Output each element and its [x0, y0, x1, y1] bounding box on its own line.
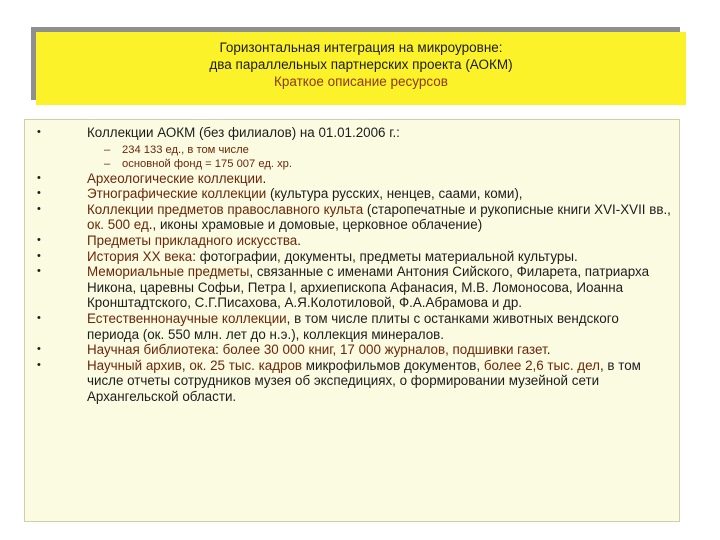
- title-banner: [36, 32, 686, 105]
- highlight-text: Естественнонаучные коллекции: [87, 310, 287, 326]
- body-text: Коллекции АОКМ (без филиалов) на 01.01.2006 г.:: [87, 125, 400, 140]
- list-item-text: [87, 202, 672, 233]
- list-item: [25, 311, 681, 342]
- highlight-text: Научный архив: [87, 357, 182, 373]
- list-item: [25, 202, 681, 233]
- list-item: [25, 171, 681, 187]
- body-text: , в том числе отчеты сотрудников музея об экспедициях, о формировании музейной сети Архангельской области.: [87, 357, 641, 404]
- content-box: [24, 119, 680, 522]
- list-item-text: [87, 186, 672, 202]
- sub-list-item: [25, 143, 681, 157]
- bullet-icon: •: [37, 187, 41, 200]
- highlight-text: более 2,6 тыс. дел: [483, 357, 600, 373]
- list-item-text: [87, 342, 672, 358]
- highlight-text: Мемориальные предметы: [87, 264, 250, 280]
- list-item-text: [87, 311, 672, 342]
- body-text: : фотографии, документы, предметы материальной культуры.: [192, 248, 578, 264]
- bullet-icon: •: [37, 233, 41, 246]
- body-text: , в том числе плиты с останками животных вендского периода (ок. 550 млн. лет до н.э.), коллекция минералов.: [87, 310, 619, 342]
- body-text: ., иконы храмовые и домовые, церковное облачение): [148, 217, 483, 233]
- bullet-icon: •: [37, 265, 41, 278]
- bullet-icon: •: [37, 171, 41, 184]
- highlight-text: Предметы прикладного искусства: [87, 232, 298, 248]
- list-item: [25, 249, 681, 265]
- highlight-text: Этнографические коллекции: [87, 186, 267, 202]
- sub-list-item: [25, 157, 681, 171]
- title-line-2: два параллельных партнерских проекта (АОКМ): [209, 57, 513, 72]
- body-text: (культура русских, ненцев, саами, коми),: [266, 186, 523, 202]
- body-text: .: [297, 232, 301, 248]
- list-item-text: [87, 358, 672, 405]
- list-item-text: [87, 249, 672, 265]
- list-item: [25, 264, 681, 311]
- dash-icon: –: [104, 157, 111, 170]
- title-line-3: Краткое описание ресурсов: [274, 74, 448, 89]
- bullet-icon: •: [37, 311, 41, 324]
- dash-icon: –: [104, 143, 111, 156]
- sub-list-item-text: [122, 143, 681, 157]
- bullet-icon: •: [37, 343, 41, 356]
- body-text: ,: [181, 357, 190, 373]
- resource-list: [25, 125, 681, 405]
- highlight-text: Коллекции предметов православного культа: [87, 201, 364, 217]
- body-text: (старопечатные и рукописные книги XVI-XVII вв.,: [363, 201, 671, 217]
- body-text: микрофильмов документов,: [302, 357, 484, 373]
- bullet-icon: •: [37, 126, 41, 138]
- body-text: .: [262, 170, 267, 186]
- list-item: [25, 186, 681, 202]
- bullet-icon: •: [37, 202, 41, 215]
- highlight-text: Археологические коллекции: [87, 170, 263, 186]
- list-item: [25, 125, 681, 141]
- list-item-text: [87, 125, 672, 141]
- list-item: [25, 358, 681, 405]
- highlight-text: ок. 25 тыс. кадров: [189, 357, 303, 373]
- body-text: :: [215, 342, 223, 358]
- body-text: .: [546, 342, 551, 358]
- highlight-text: Научная библиотека: [87, 342, 216, 358]
- highlight-text: 234 133 ед.: [122, 143, 182, 156]
- highlight-text: История ХХ века: [87, 248, 193, 264]
- list-item: [25, 342, 681, 358]
- list-item-text: [87, 233, 672, 249]
- bullet-icon: •: [37, 358, 41, 371]
- highlight-text: более 30 000 книг, 17 000 журналов, подшивки газет: [222, 342, 547, 358]
- list-item-text: [87, 264, 672, 311]
- title-line-1: Горизонтальная интеграция на микроуровне:: [219, 40, 503, 55]
- sub-list-item-text: [122, 157, 681, 171]
- list-item: [25, 233, 681, 249]
- highlight-text: основной фонд = 175 007 ед. хр.: [122, 157, 292, 170]
- list-item-text: [87, 171, 672, 187]
- body-text: , в том числе: [181, 143, 249, 156]
- bullet-icon: •: [37, 249, 41, 262]
- body-text: , связанные с именами Антония Сийского, Филарета, патриарха Никона, царевны Софьи, Петра I, архиепископа Афанасия, М.В. Ломоносова, Иоанна Кронштадтского, С.Г.Писахова, А.Я.Колотиловой, Ф.А.Абрамова и др.: [87, 264, 650, 311]
- highlight-text: ок. 500 ед: [87, 217, 149, 233]
